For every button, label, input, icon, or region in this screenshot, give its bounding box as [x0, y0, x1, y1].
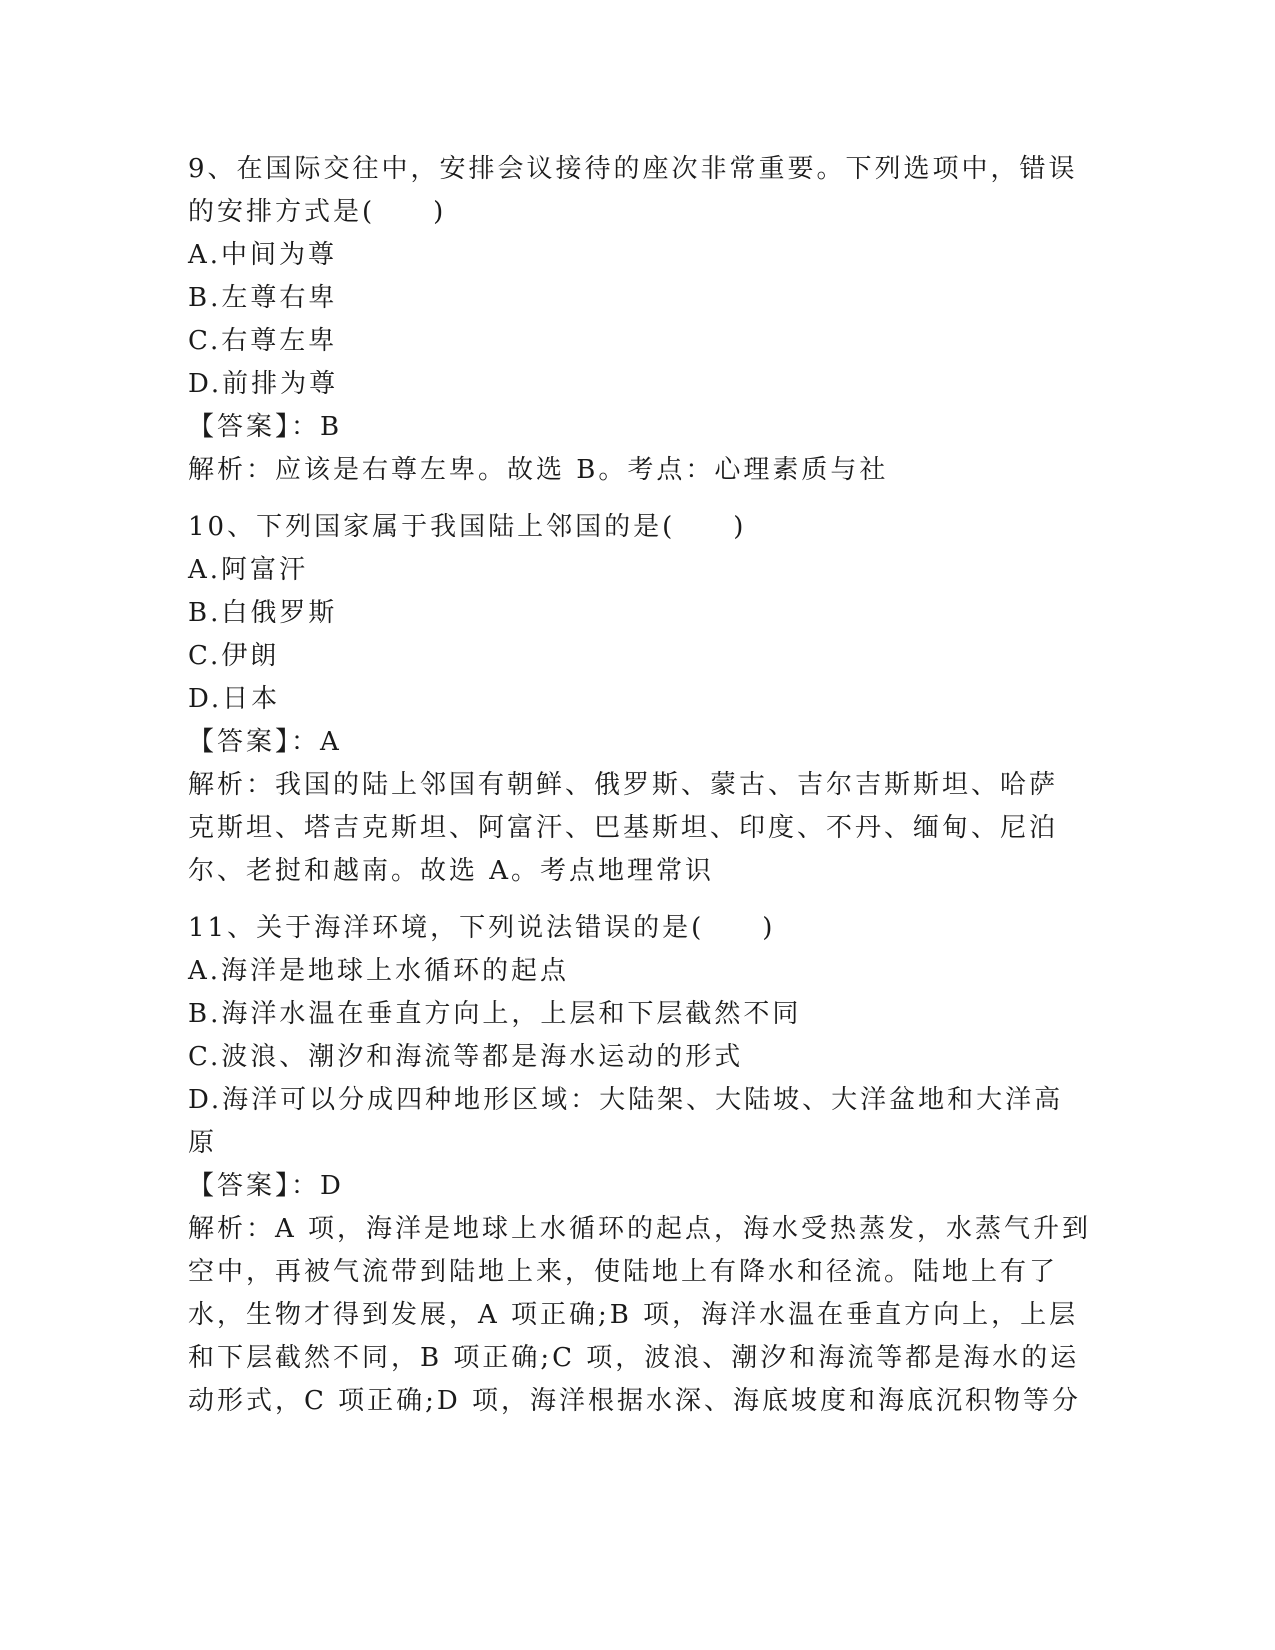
question-10	[188, 506, 1088, 893]
analysis-line: 动形式，C 项正确;D 项，海洋根据水深、海底坡度和海底沉积物等分	[188, 1386, 1082, 1416]
option-b: B.左尊右卑	[188, 283, 338, 313]
option-d: D.海洋可以分成四种地形区域：大陆架、大陆坡、大洋盆地和大洋高	[188, 1085, 1064, 1115]
option-b: B.白俄罗斯	[188, 598, 338, 628]
question-stem-line: 11、关于海洋环境，下列说法错误的是( )	[188, 913, 776, 943]
question-stem-line: 的安排方式是( )	[188, 197, 447, 227]
answer-line: 【答案】：D	[188, 1171, 344, 1201]
answer-line: 【答案】：A	[188, 727, 342, 757]
question-stem-line: 10、下列国家属于我国陆上邻国的是( )	[188, 512, 747, 542]
option-b: B.海洋水温在垂直方向上，上层和下层截然不同	[188, 999, 802, 1029]
analysis-line: 和下层截然不同，B 项正确;C 项，波浪、潮汐和海流等都是海水的运	[188, 1343, 1080, 1373]
analysis-line: 空中，再被气流带到陆地上来，使陆地上有降水和径流。陆地上有了	[188, 1257, 1059, 1287]
option-c: C.波浪、潮汐和海流等都是海水运动的形式	[188, 1042, 744, 1072]
option-a: A.阿富汗	[188, 555, 309, 585]
question-stem-line: 9、在国际交往中，安排会议接待的座次非常重要。下列选项中，错误	[188, 154, 1078, 184]
question-11	[188, 907, 1092, 1423]
option-d: D.前排为尊	[188, 369, 339, 399]
option-c: C.伊朗	[188, 641, 280, 671]
document-page	[188, 148, 1092, 1437]
option-d: D.日本	[188, 684, 281, 714]
option-c: C.右尊左卑	[188, 326, 338, 356]
analysis-line: 解析：A 项，海洋是地球上水循环的起点，海水受热蒸发，水蒸气升到	[188, 1214, 1092, 1244]
analysis-line: 尔、老挝和越南。故选 A。考点地理常识	[188, 856, 715, 886]
analysis-line: 水，生物才得到发展，A 项正确;B 项，海洋水温在垂直方向上，上层	[188, 1300, 1079, 1330]
question-9	[188, 148, 1088, 492]
option-a: A.中间为尊	[188, 240, 338, 270]
analysis-line: 克斯坦、塔吉克斯坦、阿富汗、巴基斯坦、印度、不丹、缅甸、尼泊	[188, 813, 1059, 843]
answer-line: 【答案】：B	[188, 412, 343, 442]
analysis-line: 解析：应该是右尊左卑。故选 B。考点：心理素质与社	[188, 455, 889, 485]
option-a: A.海洋是地球上水循环的起点	[188, 956, 570, 986]
option-d-continuation: 原	[188, 1128, 218, 1158]
analysis-line: 解析：我国的陆上邻国有朝鲜、俄罗斯、蒙古、吉尔吉斯斯坦、哈萨	[188, 770, 1059, 800]
